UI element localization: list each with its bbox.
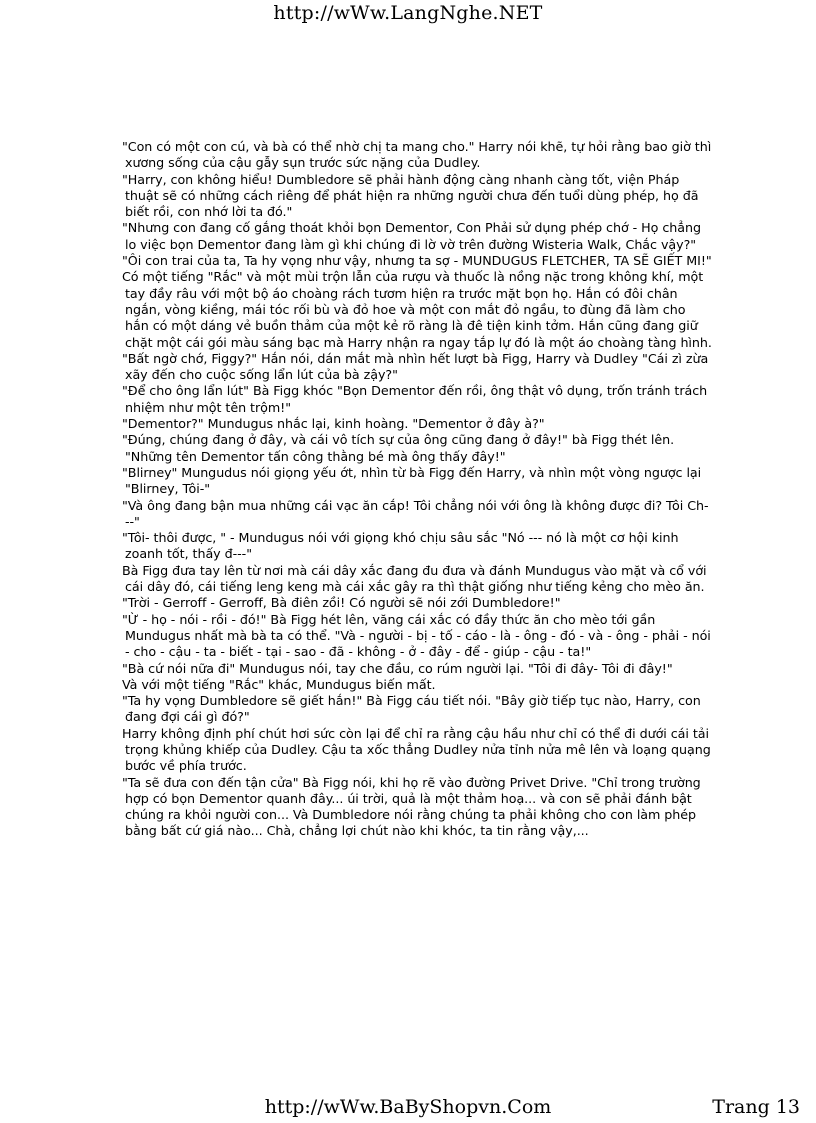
- paragraph: "Đúng, chúng đang ở đây, và cái vô tích sự của ông cũng đang ở đây!" bà Figg thét lên. "Những tên Dementor tấn công thằng bé mà ông thấy đây!": [122, 432, 675, 464]
- paragraph: Có một tiếng "Rắc" và một mùi trộn lẫn của rượu và thuốc là nồng nặc trong không khí, một tay đầy râu với một bộ áo choàng rách tươm hiện ra trước mặt bọn họ. Hắn có đôi chân ngắn, vòng kiềng, mái tóc rối bù và đỏ hoe và một con mắt đỏ ngầu, to đùng đã làm cho hắn có một dáng vẻ buồn thảm của một kẻ rõ ràng là đê tiện kinh tởm. Hắn cũng đang giữ chặt một cái gói màu sáng bạc mà Harry nhận ra ngay tắp lự đó là một áo choàng tàng hình.: [122, 269, 712, 350]
- paragraph: "Con có một con cú, và bà có thể nhờ chị ta mang cho." Harry nói khẽ, tự hỏi rằng bao giờ thì xương sống của cậu gẫy sụn trước sức nặng của Dudley.: [122, 139, 712, 171]
- paragraph: "Blirney" Mungudus nói giọng yếu ớt, nhìn từ bà Figg đến Harry, và nhìn một vòng ngược lại "Blirney, Tôi-": [122, 464, 702, 497]
- paragraph: "Bà cứ nói nữa đi" Mundugus nói, tay che đầu, co rúm người lại. "Tôi đi đây- Tôi đi đây!": [122, 660, 673, 676]
- paragraph: Và với một tiếng "Rắc" khác, Mundugus biến mất.: [122, 676, 436, 692]
- header-url: http://wWw.LangNghe.NET: [273, 2, 543, 24]
- paragraph: "Và ông đang bận mua những cái vạc ăn cắp! Tôi chẳng nói với ông là không được đi? Tôi Ch---": [122, 497, 709, 529]
- paragraph: "Tôi- thôi được, " - Mundugus nói với giọng khó chịu sâu sắc "Nó --- nó là một cơ hội kinh zoanh tốt, thấy đ---": [122, 530, 679, 562]
- paragraph: "Ôi con trai của ta, Ta hy vọng như vậy, nhưng ta sợ - MUNDUGUS FLETCHER, TA SẼ GIẾT MI!": [122, 253, 712, 269]
- paragraph: "Bất ngờ chớ, Figgy?" Hắn nói, dán mắt mà nhìn hết lượt bà Figg, Harry và Dudley "Cái zì zừa xãy đến cho cuộc sống lẩn lút của bà zậy?": [122, 350, 709, 383]
- paragraph: "Harry, con không hiểu! Dumbledore sẽ phải hành động càng nhanh càng tốt, viện Pháp thuật sẽ có những cách riêng để phát hiện ra những người chưa đến tuổi dùng phép, họ đã biết rồi, con nhớ lời ta đó.": [122, 171, 699, 220]
- page-number: Trang 13: [712, 1096, 800, 1118]
- paragraph: "Ta sẽ đưa con đến tận cửa" Bà Figg nói, khi họ rẽ vào đường Privet Drive. "Chỉ trong trường hợp có bọn Dementor quanh đây... úi trời, quả là một thảm hoạ... và con sẽ phải đánh bật chúng ra khỏi người con... Và Dumbledore nói rằng chúng ta phải không cho con làm phép bằng bất cứ giá nào... Chà, chẳng lợi chút nào khi khóc, ta tin rằng vậy,...: [122, 774, 701, 839]
- paragraph: "Ta hy vọng Dumbledore sẽ giết hắn!" Bà Figg cáu tiết nói. "Bây giờ tiếp tục nào, Harry, con đang đợi cái gì đó?": [122, 693, 701, 725]
- paragraph: "Trời - Gerroff - Gerroff, Bà điên zồi! Có người sẽ nói zới Dumbledore!": [122, 595, 561, 611]
- paragraph: Harry không định phí chút hơi sức còn lại để chỉ ra rằng cậu hầu như chỉ có thể đi dưới cái tải trọng khủng khiếp của Dudley. Cậu ta xốc thẳng Dudley nửa tỉnh nửa mê lên và loạng quạng bước về phía trước.: [122, 725, 711, 774]
- page-body-text: [122, 139, 712, 840]
- paragraph: "Để cho ông lẩn lút" Bà Figg khóc "Bọn Dementor đến rồi, ông thật vô dụng, trốn tránh trách nhiệm như một tên trộm!": [122, 383, 708, 415]
- paragraph: "Dementor?" Mundugus nhắc lại, kinh hoàng. "Dementor ở đây à?": [122, 416, 545, 432]
- paragraph: "Ừ - họ - nói - rồi - đó!" Bà Figg hét lên, văng cái xắc có đầy thức ăn cho mèo tới gần Mundugus nhất mà bà ta có thể. "Và - người - bị - tố - cáo - là - ông - đó - và - ông - phải - nói - cho - cậu - ta - biết - tại - sao - đã - không - ở - đây - để - giúp - cậu - ta!": [122, 611, 711, 660]
- paragraph: "Nhưng con đang cố gắng thoát khỏi bọn Dementor, Con Phải sử dụng phép chớ - Họ chẳng lo việc bọn Dementor đang làm gì khi chúng đi lờ vờ trên đường Wisteria Walk, Chắc vậy?": [122, 220, 702, 252]
- footer-url: http://wWw.BaByShopvn.Com: [264, 1096, 552, 1118]
- paragraph: Bà Figg đưa tay lên từ nơi mà cái dây xắc đang đu đưa và đánh Mundugus vào mặt và cổ với cái dây đó, cái tiếng leng keng mà cái xắc gây ra thì thật giống như tiếng kẻng cho mèo ăn.: [122, 562, 707, 595]
